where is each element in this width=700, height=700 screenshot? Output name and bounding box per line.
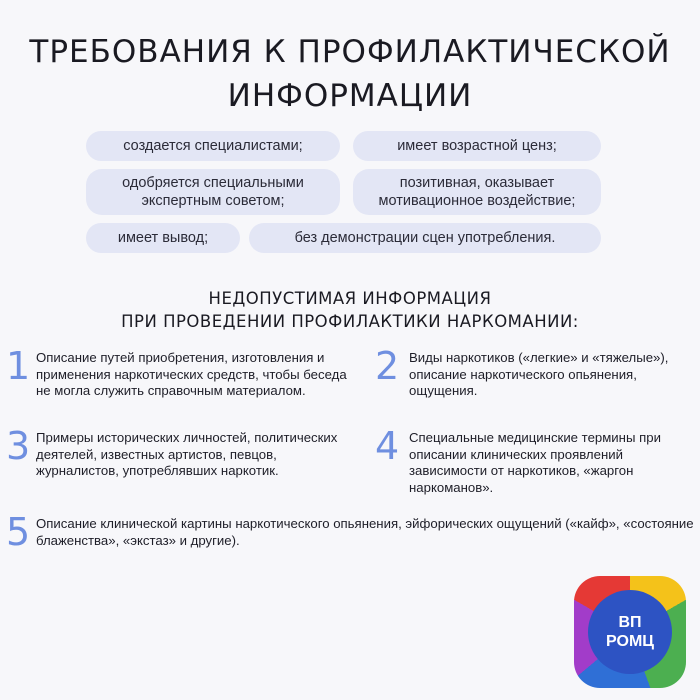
vp-romc-logo: [574, 576, 686, 688]
item-text: Описание путей приобретения, изготовления и применения наркотических средств, чтобы беседа не могла служить справочным материалом.: [36, 350, 347, 398]
logo-line-2: РОМЦ: [606, 633, 654, 650]
requirement-pill: создается специалистами;: [86, 131, 340, 161]
subtitle-line-1: НЕДОПУСТИМАЯ ИНФОРМАЦИЯ: [208, 289, 492, 308]
item-number: 1: [6, 344, 31, 388]
item-number: 4: [375, 424, 400, 468]
item-number: 5: [6, 510, 31, 554]
item-text: Специальные медицинские термины при описании клинических проявлений зависимости от наркотиков, «жаргон наркоманов».: [409, 430, 661, 495]
item-number: 3: [6, 424, 31, 468]
requirement-pill: одобряется специальными экспертным советом;: [86, 169, 340, 215]
item-text: Примеры исторических личностей, политических деятелей, известных артистов, певцов, журналистов, употреблявших наркотик.: [36, 430, 338, 478]
item-text: Виды наркотиков («легкие» и «тяжелые»), описание наркотического опьянения, ощущения.: [409, 350, 669, 398]
title-line-2: ИНФОРМАЦИИ: [227, 78, 473, 114]
subtitle-line-2: ПРИ ПРОВЕДЕНИИ ПРОФИЛАКТИКИ НАРКОМАНИИ:: [121, 312, 579, 331]
requirement-pill: без демонстрации сцен употребления.: [249, 223, 601, 253]
item-number: 2: [375, 344, 400, 388]
logo-line-1: ВП: [618, 614, 642, 631]
requirement-pill: имеет вывод;: [86, 223, 240, 253]
title-line-1: ТРЕБОВАНИЯ К ПРОФИЛАКТИЧЕСКОЙ: [29, 34, 671, 70]
requirement-pill: позитивная, оказывает мотивационное воздействие;: [353, 169, 601, 215]
logo-badge: [588, 590, 672, 674]
page-title: [0, 30, 700, 118]
requirement-pill: имеет возрастной ценз;: [353, 131, 601, 161]
section-subtitle: [0, 287, 700, 333]
item-text: Описание клинической картины наркотического опьянения, эйфорических ощущений («кайф», «состояние блаженства», «экстаз» и другие).: [36, 516, 694, 548]
